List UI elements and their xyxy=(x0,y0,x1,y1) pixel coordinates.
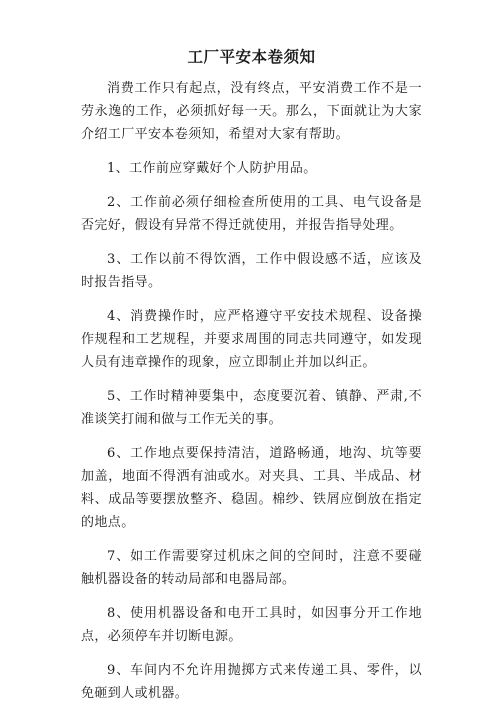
rule-item-6: 6、工作地点要保持清洁，道路畅通，地沟、坑等要加盖，地面不得洒有油或水。对夹具、工具、半成品、材料、成品等要摆放整齐、稳固。棉纱、铁屑应倒放在指定的地点。 xyxy=(81,446,422,530)
rule-item-2: 2、工作前必须仔细检查所使用的工具、电气设备是否完好，假设有异常不得迁就使用，并报告指导处理。 xyxy=(81,195,422,233)
rule-item-9: 9、车间内不允许用抛掷方式来传递工具、零件，以免砸到人或机器。 xyxy=(81,663,422,701)
rule-item-8: 8、使用机器设备和电开工具时，如因事分开工作地点，必须停车并切断电源。 xyxy=(81,606,422,644)
rule-item-3: 3、工作以前不得饮酒，工作中假设感不适，应该及时报告指导。 xyxy=(81,252,422,290)
document-title: 工厂平安本卷须知 xyxy=(187,47,316,66)
intro-paragraph: 消费工作只有起点，没有终点，平安消费工作不是一劳永逸的工作，必须抓好每一天。那么，下面就让为大家介绍工厂平安本卷须知，希望对大家有帮助。 xyxy=(81,81,422,142)
document-body xyxy=(81,77,422,705)
rule-item-4: 4、消费操作时，应严格遵守平安技术规程、设备操作规程和工艺规程，并要求周围的同志共同遵守，如发现人员有违章操作的现象，应立即制止并加以纠正。 xyxy=(81,309,422,370)
rule-item-1: 1、工作前应穿戴好个人防护用品。 xyxy=(107,161,317,176)
rule-item-7: 7、如工作需要穿过机床之间的空间时，注意不要碰触机器设备的转动局部和电器局部。 xyxy=(81,549,422,587)
rule-item-5: 5、工作时精神要集中，态度要沉着、镇静、严肃,不准谈笑打闹和做与工作无关的事。 xyxy=(81,389,422,427)
